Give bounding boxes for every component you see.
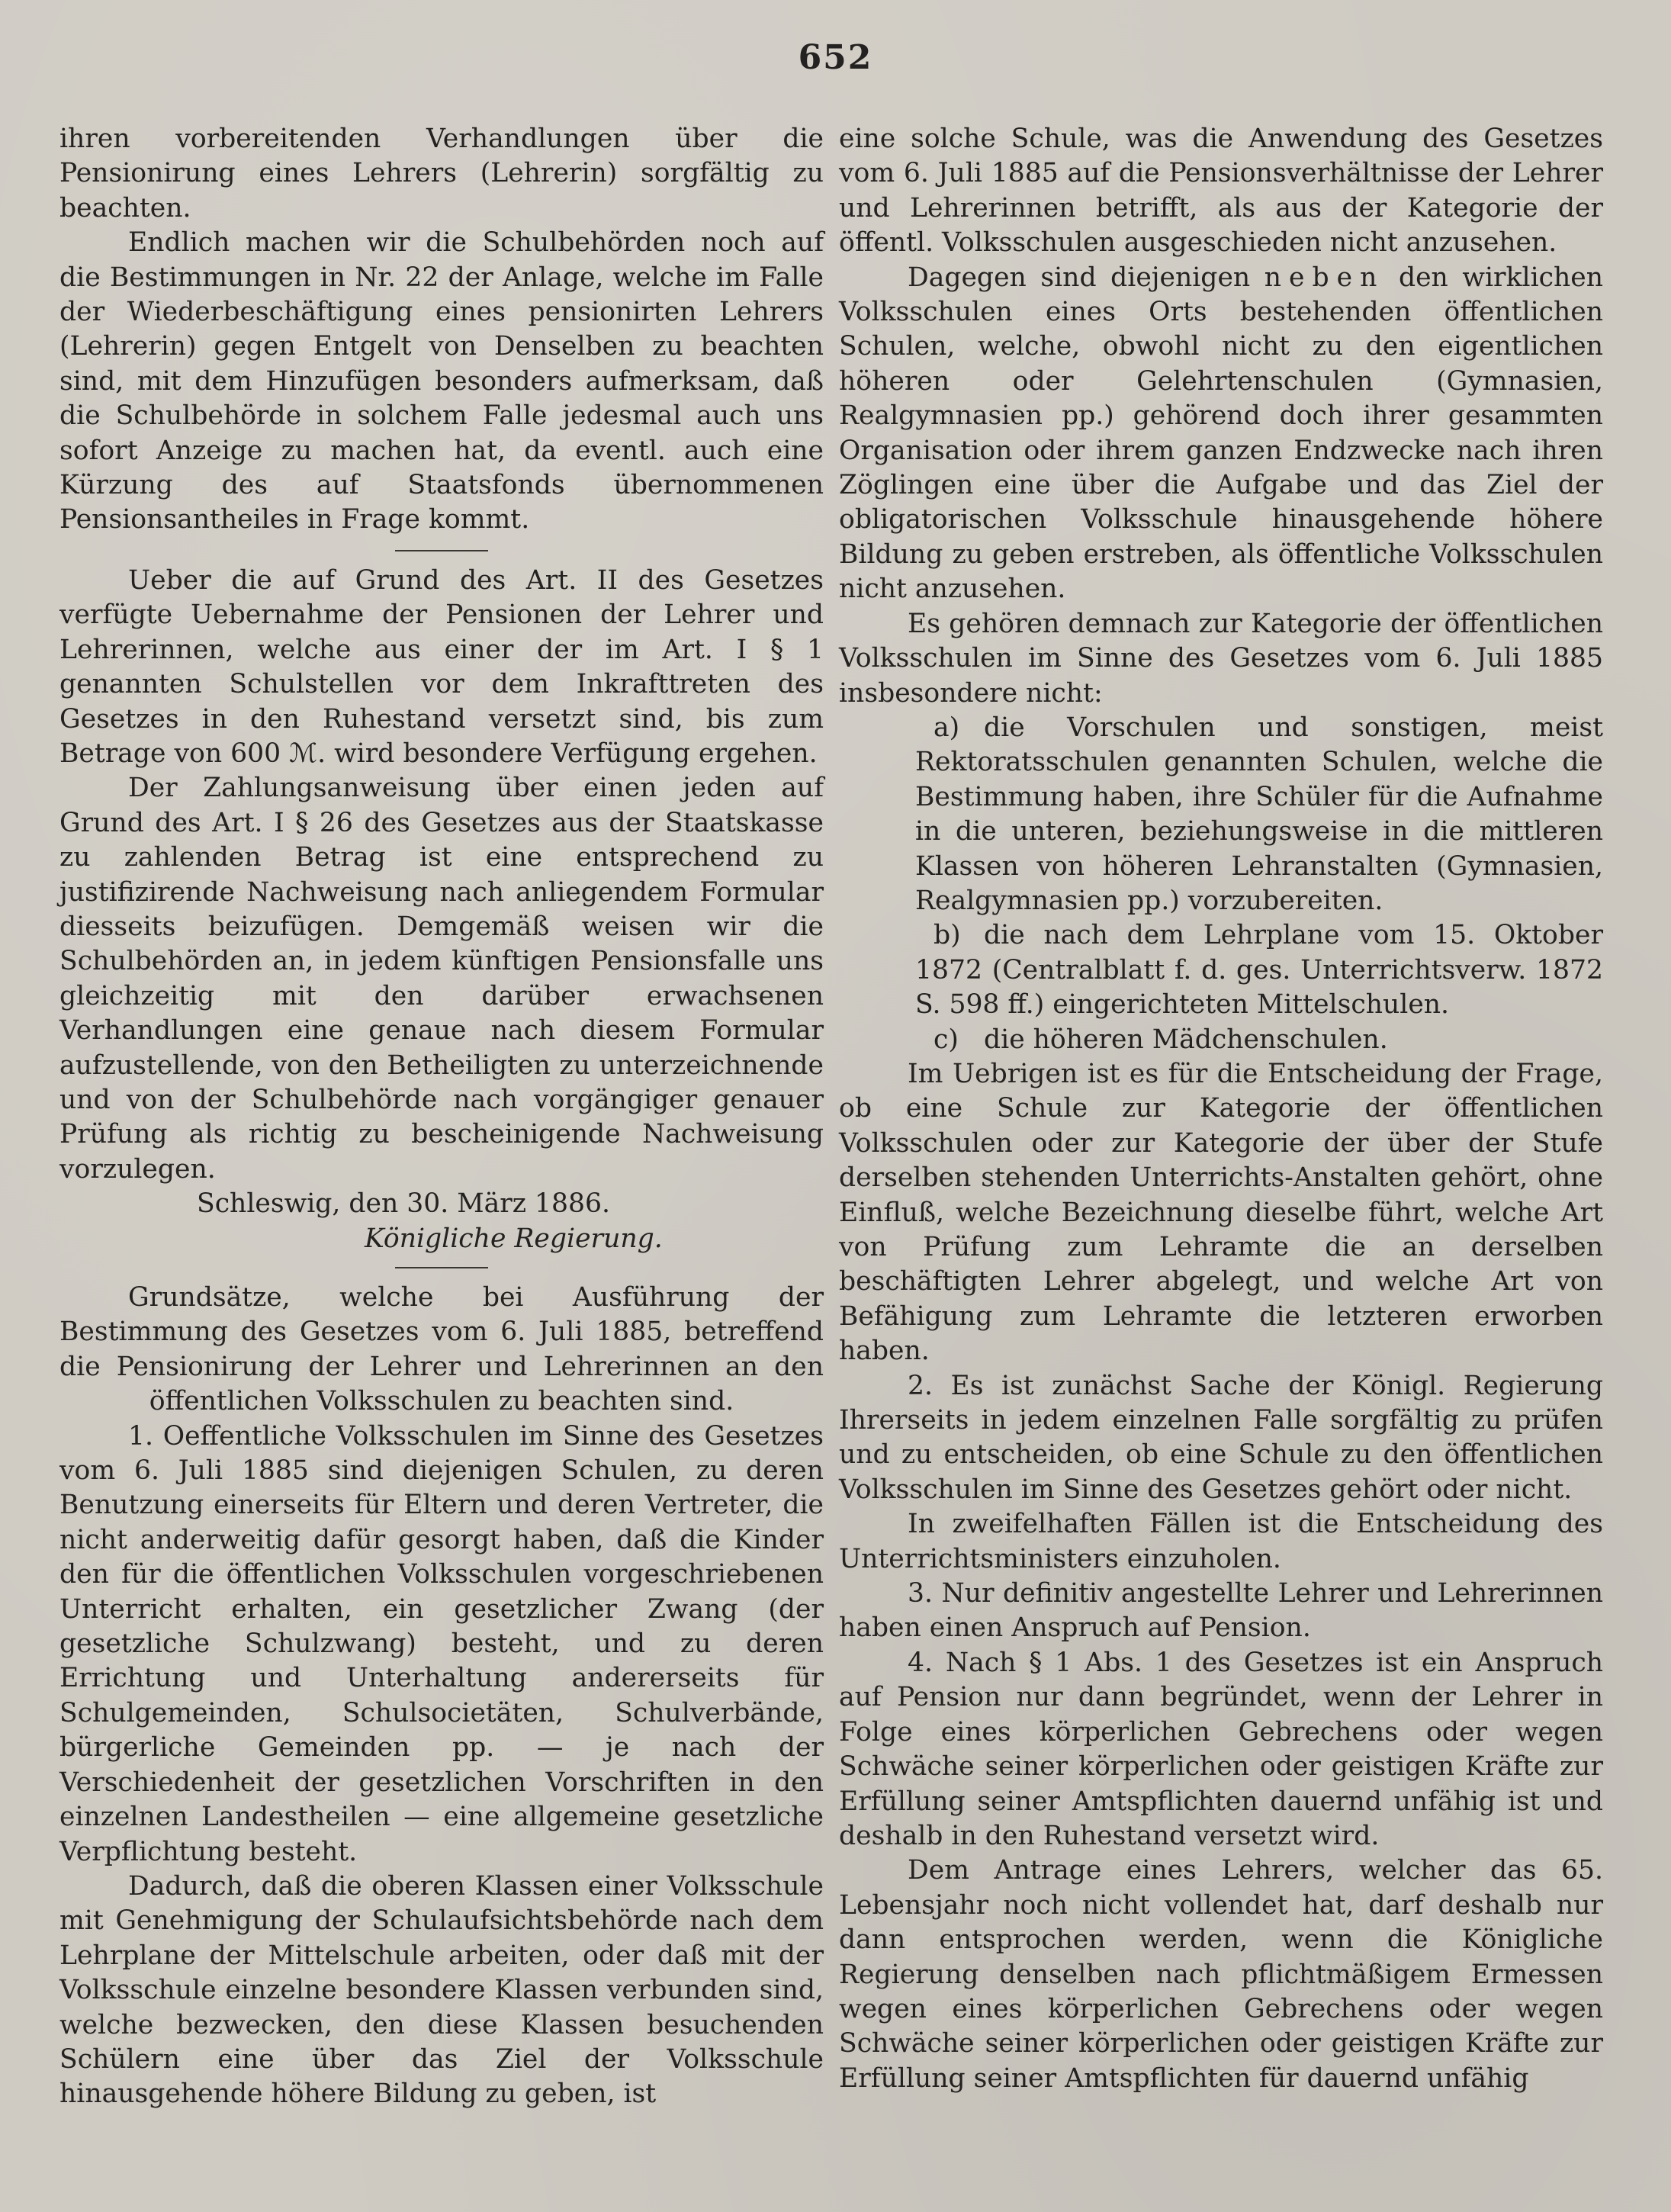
signature-authority: Königliche Regierung. <box>365 1223 663 1254</box>
principles-heading: Grundsätze, welche bei Ausführung der Bestimmung des Gesetzes vom 6. Juli 1885, betreffend die Pensionirung der Lehrer und Lehrerinnen an den öffentlichen Volksschulen zu beachten sind. <box>59 1282 824 1417</box>
final-paragraph: Dem Antrage eines Lehrers, welcher das 65. Lebensjahr noch nicht vollendet hat, darf deshalb nur dann entsprochen werden, wenn die Königliche Regierung denselben nach pflichtmäßigem Ermessen wegen eines körperlichen Gebrechens oder wegen Schwäche seiner körperlichen oder geistigen Kräfte zur Erfüllung seiner Amtspflichten für dauernd unfähig <box>839 1855 1603 2094</box>
category-intro-paragraph: Es gehören demnach zur Kategorie der öffentlichen Volksschulen im Sinne des Gesetzes vom 6. Juli 1885 insbesondere nicht: <box>839 608 1603 709</box>
contrary-before: Dagegen sind diejenigen <box>908 262 1251 293</box>
contrary-emphasis: neben <box>1264 262 1385 293</box>
list-item-text: die Vorschulen und sonstigen, meist Rektoratsschulen genannten Schulen, welche die Bestimmung haben, ihre Schüler für die Aufnahme in die unteren, beziehungsweise in die mittleren Klassen von höheren Lehranstalten (Gymnasien, Realgymnasien pp.) vorzubereiten. <box>915 712 1603 916</box>
remaining-paragraph: Im Uebrigen ist es für die Entscheidung der Frage, ob eine Schule zur Kategorie der öffentlichen Volksschulen oder zur Kategorie der über der Stufe derselben stehenden Unterrichts-Anstalten gehört, ohne Einfluß, welche Bezeichnung dieselbe führt, welche Art von Prüfung zum Lehramte die an derselben beschäftigten Lehrer abgelegt, und welche Art von Befähigung zum Lehramte die letzteren erworben haben. <box>839 1058 1603 1367</box>
principle-point-1: 1. Oeffentliche Volksschulen im Sinne des Gesetzes vom 6. Juli 1885 sind diejenigen Schulen, zu deren Benutzung einerseits für Eltern und deren Vertreter, die nicht anderweitig dafür gesorgt haben, daß die Kinder den für die öffentlichen Volksschulen vorgeschriebenen Unterricht erhalten, ein gesetzlicher Zwang (der gesetzliche Schulzwang) besteht, und zu deren Errichtung und Unterhaltung andererseits für Schulgemeinden, Schulsocietäten, Schulverbände, bürgerliche Gemeinden pp. — je nach der Verschiedenheit der gesetzlichen Vorschriften in den einzelnen Landestheilen — eine allgemeine gesetzliche Verpflichtung besteht. <box>59 1420 824 1867</box>
principle-point-3: 3. Nur definitiv angestellte Lehrer und Lehrerinnen haben einen Anspruch auf Pension. <box>839 1578 1603 1644</box>
contrary-after: den wirklichen Volksschulen eines Orts bestehenden öffentlichen Schulen, welche, obwohl nicht zu den eigentlichen höheren oder Gelehrtenschulen (Gymnasien, Realgymnasien pp.) gehörend doch ihrer gesammten Organisation oder ihrem ganzen Endzwecke nach ihren Zöglingen eine über die Aufgabe und das Ziel der obligatorischen Volksschule hinausgehende höhere Bildung zu geben erstreben, als öffentliche Volksschulen nicht anzusehen. <box>839 262 1604 605</box>
intro-paragraph: ihren vorbereitenden Verhandlungen über die Pensionirung eines Lehrers (Lehrerin) sorgfältig zu beachten. <box>59 124 824 223</box>
section-divider <box>395 550 488 551</box>
contrary-paragraph <box>839 261 1603 607</box>
list-item-c <box>839 1023 1603 1057</box>
payment-instruction-paragraph: Der Zahlungsanweisung über einen jeden auf Grund des Art. I § 26 des Gesetzes aus der Staatskasse zu zahlenden Betrag ist eine entsprechend zu justifizirende Nachweisung nach anliegendem Formular diesseits beizufügen. Demgemäß weisen wir die Schulbehörden an, in jedem künftigen Pensionsfalle uns gleichzeitig mit den darüber erwachsenen Verhandlungen eine genaue nach diesem Formular aufzustellende, von den Betheiligten zu unterzeichnende und von der Schulbehörde nach vorgängiger genauer Prüfung als richtig zu bescheinigende Nachweisung vorzulegen. <box>59 773 824 1185</box>
principle-point-2-doubt: In zweifelhaften Fällen ist die Entscheidung des Unterrichtsministers einzuholen. <box>839 1509 1603 1574</box>
list-item-text: die höheren Mädchenschulen. <box>984 1024 1388 1055</box>
principle-point-1-continued: Dadurch, daß die oberen Klassen einer Volksschule mit Genehmigung der Schulaufsichtsbehörde nach dem Lehrplane der Mittelschule arbeiten, oder daß mit der Volksschule einzelne besondere Klassen verbunden sind, welche bezwecken, den diese Klassen besuchenden Schülern eine über das Ziel der Volksschule hinausgehende höhere Bildung zu geben, ist <box>59 1870 824 2110</box>
left-column <box>59 122 824 2112</box>
principle-point-2: 2. Es ist zunächst Sache der Königl. Regierung Ihrerseits in jedem einzelnen Falle sorgfältig zu prüfen und zu entscheiden, ob eine Schule zu den öffentlichen Volksschulen im Sinne des Gesetzes gehört oder nicht. <box>839 1370 1603 1505</box>
school-authorities-paragraph: Endlich machen wir die Schulbehörden noch auf die Bestimmungen in Nr. 22 der Anlage, welche im Falle der Wiederbeschäftigung eines pensionirten Lehrers (Lehrerin) gegen Entgelt von Denselben zu beachten sind, mit dem Hinzufügen besonders aufmerksam, daß die Schulbehörde in solchem Falle jedesmal auch uns sofort Anzeige zu machen hat, da eventl. auch eine Kürzung des auf Staatsfonds übernommenen Pensionsantheiles in Frage kommt. <box>59 227 824 535</box>
page-number: 652 <box>798 38 873 77</box>
list-item-text: die nach dem Lehrplane vom 15. Oktober 1872 (Centralblatt f. d. ges. Unterrichtsverw. 1872 S. 598 ff.) eingerichteten Mittelschulen. <box>915 920 1603 1021</box>
principle-point-4: 4. Nach § 1 Abs. 1 des Gesetzes ist ein Anspruch auf Pension nur dann begründet, wenn der Lehrer in Folge eines körperlichen Gebrechens oder wegen Schwäche seiner körperlichen oder geistigen Kräfte zur Erfüllung seiner Amtspflichten dauernd unfähig ist und deshalb in den Ruhestand versetzt wird. <box>839 1647 1603 1851</box>
list-item-b <box>839 918 1603 1022</box>
list-marker: a) <box>934 712 960 743</box>
section-divider <box>395 1267 488 1268</box>
pension-takeover-paragraph: Ueber die auf Grund des Art. II des Gesetzes verfügte Uebernahme der Pensionen der Lehrer und Lehrerinnen, welche aus einer der im Art. I § 1 genannten Schulstellen vor dem Inkrafttreten des Gesetzes in den Ruhestand versetzt sind, bis zum Betrage von 600 ℳ. wird besondere Verfügung ergehen. <box>59 564 824 769</box>
signature-place-date: Schleswig, den 30. März 1886. <box>197 1188 610 1220</box>
continuation-paragraph: eine solche Schule, was die Anwendung des Gesetzes vom 6. Juli 1885 auf die Pensionsverhältnisse der Lehrer und Lehrerinnen betrifft, als aus der Kategorie der öffentl. Volksschulen ausgeschieden nicht anzusehen. <box>839 124 1603 259</box>
right-column <box>839 122 1603 2096</box>
list-marker: b) <box>934 920 961 951</box>
list-item-a <box>839 711 1603 918</box>
list-marker: c) <box>934 1024 959 1055</box>
